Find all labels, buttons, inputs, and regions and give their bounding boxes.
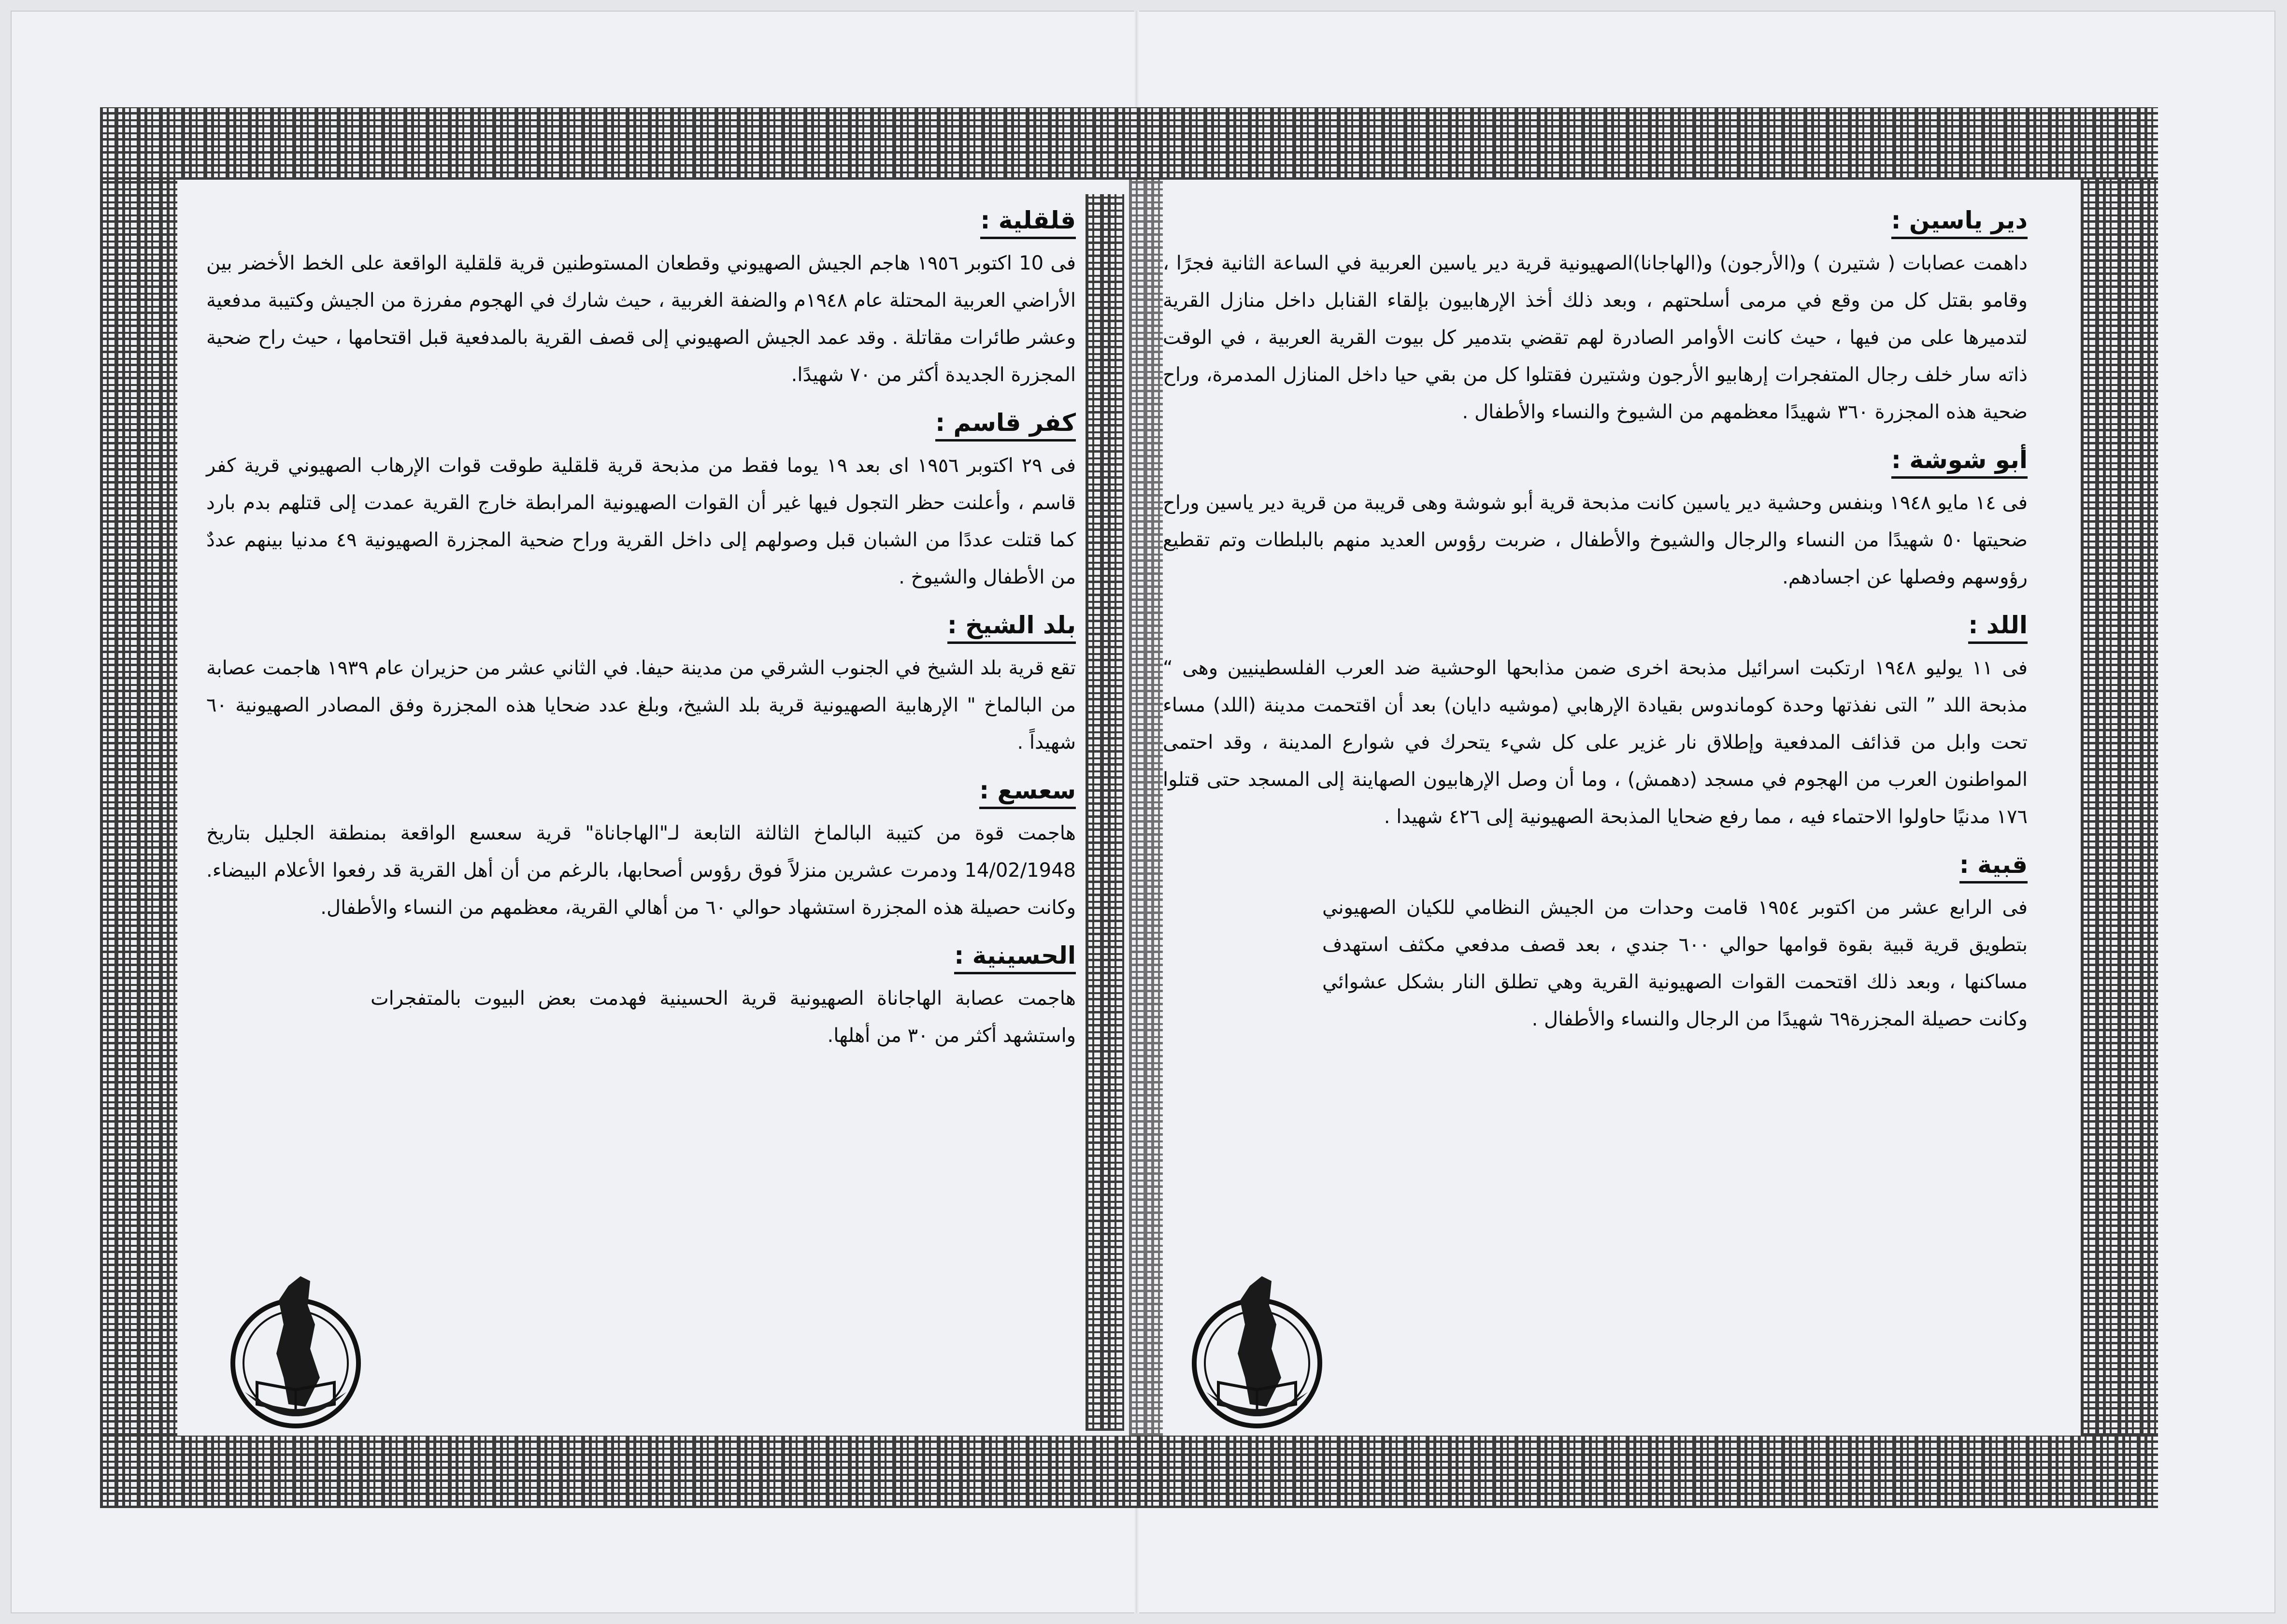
section-qibya [1163, 848, 2028, 1038]
section-qalqilya [206, 204, 1076, 394]
section-text: فى ١٤ مايو ١٩٤٨ وبنفس وحشية دير ياسين كانت مذبحة قرية أبو شوشة وهى قريبة من قرية دير ياسين وراح ضحيتها ٥٠ شهيدًا من النساء والرجال والشيوخ والأطفال ، ضربت رؤوس العديد منهم بالبلطات وتم تقطيع رؤوسهم وفصلها عن اجسادهم. [1163, 492, 2028, 588]
section-title: دير ياسين : [1891, 204, 2028, 239]
left-column [206, 204, 1076, 1067]
section-title: كفر قاسم : [935, 406, 1076, 442]
section-title: اللد : [1968, 609, 2028, 644]
section-title: قبية : [1959, 848, 2028, 883]
section-text: فى الرابع عشر من اكتوبر ١٩٥٤ قامت وحدات من الجيش النظامي للكيان الصهيوني بتطويق قرية قبية بقوة قوامها حوالي ٦٠٠ جندي ، بعد قصف مدفعي مكثف استهدف مساكنها ، وبعد ذلك اقتحمت القوات الصهيونية القرية وهي تطلق النار بشكل عشوائي وكانت حصيلة المجزرة٦٩ شهيدًا من الرجال والنساء والأطفال . [1322, 897, 2028, 1030]
document-sheet [11, 11, 2275, 1613]
section-text: هاجمت قوة من كتيبة البالماخ الثالثة التابعة لـ"الهاجاناة" قرية سعسع الواقعة بمنطقة الجليل بتاريخ 14/02/1948 ودمرت عشرين منزلاً فوق رؤوس أصحابها، بالرغم من أن أهل القرية قد رفعوا الأعلام البيضاء. وكانت حصيلة هذه المجزرة استشهاد حوالي ٦٠ من أهالي القرية، معظمهم من النساء والأطفال. [206, 822, 1076, 919]
decorative-border-bottom [100, 1436, 2158, 1508]
decorative-border-left [100, 180, 177, 1436]
map-book-crescent-icon [1172, 1267, 1342, 1431]
section-text: داهمت عصابات ( شتيرن ) و(الأرجون) و(الهاجانا)الصهيونية قرية دير ياسين العربية في الساعة الثانية فجرًا ، وقامو بقتل كل من وقع في مرمى أسلحتهم ، وبعد ذلك أخذ الإرهابيون بإلقاء القنابل داخل منازل القرية لتدميرها على من فيها ، حيث كانت الأوامر الصادرة لهم تقضي بتدمير كل بيوت القرية العربية ، في الوقت ذاته سار خلف رجال المتفجرات إرهابيو الأرجون وشتيرن فقتلوا كل من بقي حيا داخل المنازل المدمرة، وراح ضحية هذه المجزرة ٣٦٠ شهيدًا معظمهم من الشيوخ والنساء والأطفال . [1163, 252, 2028, 423]
section-text: فى ١١ يوليو ١٩٤٨ ارتكبت اسرائيل مذبحة اخرى ضمن مذابحها الوحشية ضد العرب الفلسطينيين وهى “ مذبحة اللد ” التى نفذتها وحدة كوماندوس بقيادة الإرهابي (موشيه دايان) بعد أن اقتحمت مدينة (اللد) مساء تحت وابل من قذائف المدفعية وإطلاق نار غزير على كل شيء يتحرك في شوارع المدينة ، وقد احتمى المواطنون العرب من الهجوم في مسجد (دهمش) ، وما أن وصل الإرهابيون الصهاينة إلى المسجد حتى قتلوا ١٧٦ مدنيًا حاولوا الاحتماء فيه ، مما رفع ضحايا المذبحة الصهيونية إلى ٤٢٦ شهيدا . [1163, 657, 2028, 828]
right-column [1163, 204, 2028, 1051]
section-title: سعسع : [979, 774, 1076, 809]
section-lydda [1163, 609, 2028, 836]
section-kafr-qasim [206, 406, 1076, 596]
decorative-border-center [1086, 194, 1124, 1431]
section-text: فى ٢٩ اكتوبر ١٩٥٦ اى بعد ١٩ يوما فقط من مذبحة قرية قلقلية طوقت قوات الإرهاب الصهيوني قرية كفر قاسم ، وأعلنت حظر التجول فيها غير أن القوات الصهيونية المرابطة خارج القرية عمدت إلى قتلهم بدم بارد كما قتلت عددًا من الشبان قبل وصولهم إلى داخل القرية وراح ضحية المجزرة الصهيونية ٤٩ مدنيا بينهم عددٌ من الأطفال والشيوخ . [206, 455, 1076, 588]
decorative-border-right [2081, 180, 2158, 1436]
section-text: فى 10 اكتوبر ١٩٥٦ هاجم الجيش الصهيوني وقطعان المستوطنين قرية قلقلية الواقعة على الخط الأخضر بين الأراضي العربية المحتلة عام ١٩٤٨م والضفة الغربية ، حيث شارك في الهجوم مفرزة من الجيش وكتيبة مدفعية وعشر طائرات مقاتلة . وقد عمد الجيش الصهيوني إلى قصف القرية بالمدفعية قبل اقتحامها ، حيث راح ضحية المجزرة الجديدة أكثر من ٧٠ شهيدًا. [206, 252, 1076, 386]
section-abu-shusha [1163, 443, 2028, 596]
section-balad-al-sheikh [206, 609, 1076, 761]
section-text: تقع قرية بلد الشيخ في الجنوب الشرقي من مدينة حيفا. في الثاني عشر من حزيران عام ١٩٣٩ هاجمت عصابة من البالماخ " الإرهابية الصهيونية قرية بلد الشيخ، وبلغ عدد ضحايا هذه المجزرة وفق المصادر الصهيونية ٦٠ شهيداً . [206, 657, 1076, 754]
section-title: قلقلية : [980, 204, 1076, 239]
section-husseiniya [206, 939, 1076, 1054]
section-deir-yassin [1163, 204, 2028, 431]
section-title: أبو شوشة : [1891, 443, 2028, 479]
decorative-border-top [100, 107, 2158, 180]
section-title: الحسينية : [954, 939, 1076, 974]
section-text: هاجمت عصابة الهاجاناة الصهيونية قرية الحسينية فهدمت بعض البيوت بالمتفجرات واستشهد أكثر من ٣٠ من أهلها. [371, 987, 1076, 1047]
map-book-crescent-icon [211, 1267, 380, 1431]
section-title: بلد الشيخ : [947, 609, 1076, 644]
decorative-border-center-2 [1129, 180, 1163, 1436]
section-sasa [206, 774, 1076, 926]
